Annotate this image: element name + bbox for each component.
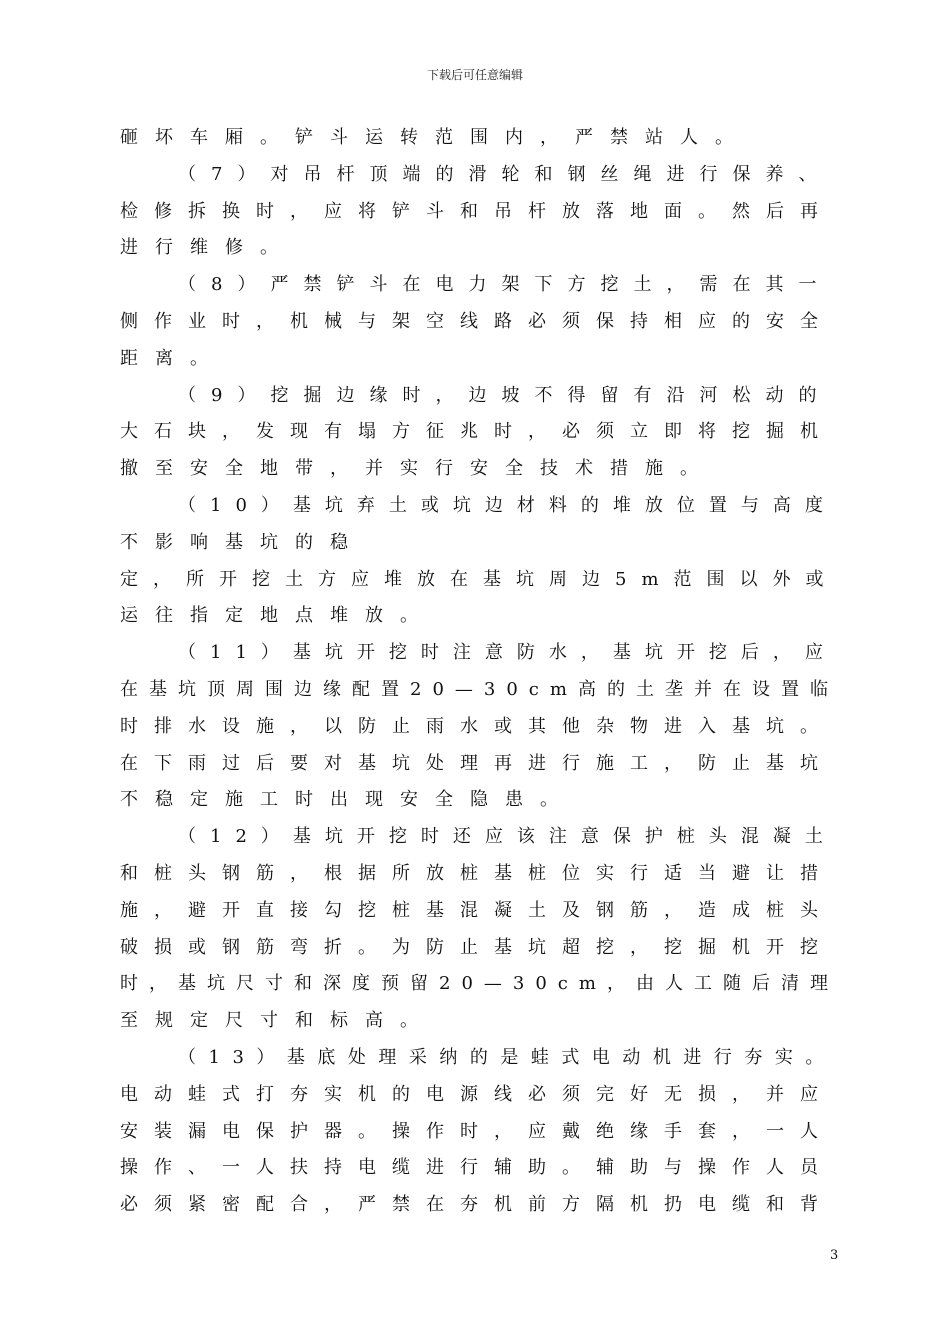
text-line: （13）基底处理采纳的是蛙式电动机进行夯实。 <box>178 1046 836 1068</box>
text-line: 电动蛙式打夯实机的电源线必须完好无损，并应 <box>120 1083 834 1105</box>
text-line: 定，所开挖土方应堆放在基坑周边5m范围以外或 <box>120 568 839 590</box>
text-line: 至规定尺寸和标高。 <box>120 1010 435 1032</box>
text-line: 运往指定地点堆放。 <box>120 605 435 627</box>
text-line: 操作、一人扶持电缆进行辅助。辅助与操作人员 <box>120 1157 834 1179</box>
text-line: （9）挖掘边缘时，边坡不得留有沿河松动的 <box>178 384 832 406</box>
text-line: 砸坏车厢。铲斗运转范围内，严禁站人。 <box>120 127 750 148</box>
text-line: 不稳定施工时出现安全隐患。 <box>120 789 575 811</box>
text-line: （12）基坑开挖时还应该注意保护桩头混凝土 <box>178 826 837 848</box>
text-line: 距离。 <box>120 347 225 369</box>
text-line: 大石块，发现有塌方征兆时，必须立即将挖掘机 <box>120 421 834 443</box>
text-line: 撤至安全地带，并实行安全技术措施。 <box>120 458 715 480</box>
text-line: （11）基坑开挖时注意防水，基坑开挖后，应 <box>178 642 837 664</box>
document-body <box>120 120 840 1224</box>
text-line: （7）对吊杆顶端的滑轮和钢丝绳进行保养、 <box>178 163 832 185</box>
text-line: 在下雨过后要对基坑处理再进行施工，防止基坑 <box>120 752 834 774</box>
text-line: 时，基坑尺寸和深度预留20—30cm，由人工随后清理 <box>120 973 839 995</box>
text-line: 在基坑顶周围边缘配置20—30cm高的土垄并在设置临 <box>120 678 839 700</box>
text-line: 破损或钢筋弯折。为防止基坑超挖，挖掘机开挖 <box>120 936 834 958</box>
text-line: 必须紧密配合，严禁在夯机前方隔机扔电缆和背 <box>120 1194 834 1216</box>
text-line: 进行维修。 <box>120 237 295 259</box>
page-header: 下载后可任意编辑 <box>426 68 523 82</box>
text-line: 安装漏电保护器。操作时，应戴绝缘手套，一人 <box>120 1120 834 1142</box>
text-line: 施，避开直接勾挖桩基混凝土及钢筋，造成桩头 <box>120 899 834 921</box>
text-line: 检修拆换时，应将铲斗和吊杆放落地面。然后再 <box>120 200 834 222</box>
text-line: （10）基坑弃土或坑边材料的堆放位置与高度 <box>178 494 837 516</box>
text-line: 时排水设施，以防止雨水或其他杂物进入基坑。 <box>120 715 834 737</box>
text-line: 侧作业时，机械与架空线路必须保持相应的安全 <box>120 310 834 332</box>
text-line: 和桩头钢筋，根据所放桩基桩位实行适当避让措 <box>120 862 834 884</box>
text-line: （8）严禁铲斗在电力架下方挖土，需在其一 <box>178 274 832 296</box>
page-number: 3 <box>830 1248 839 1263</box>
text-line: 不影响基坑的稳 <box>120 531 365 553</box>
